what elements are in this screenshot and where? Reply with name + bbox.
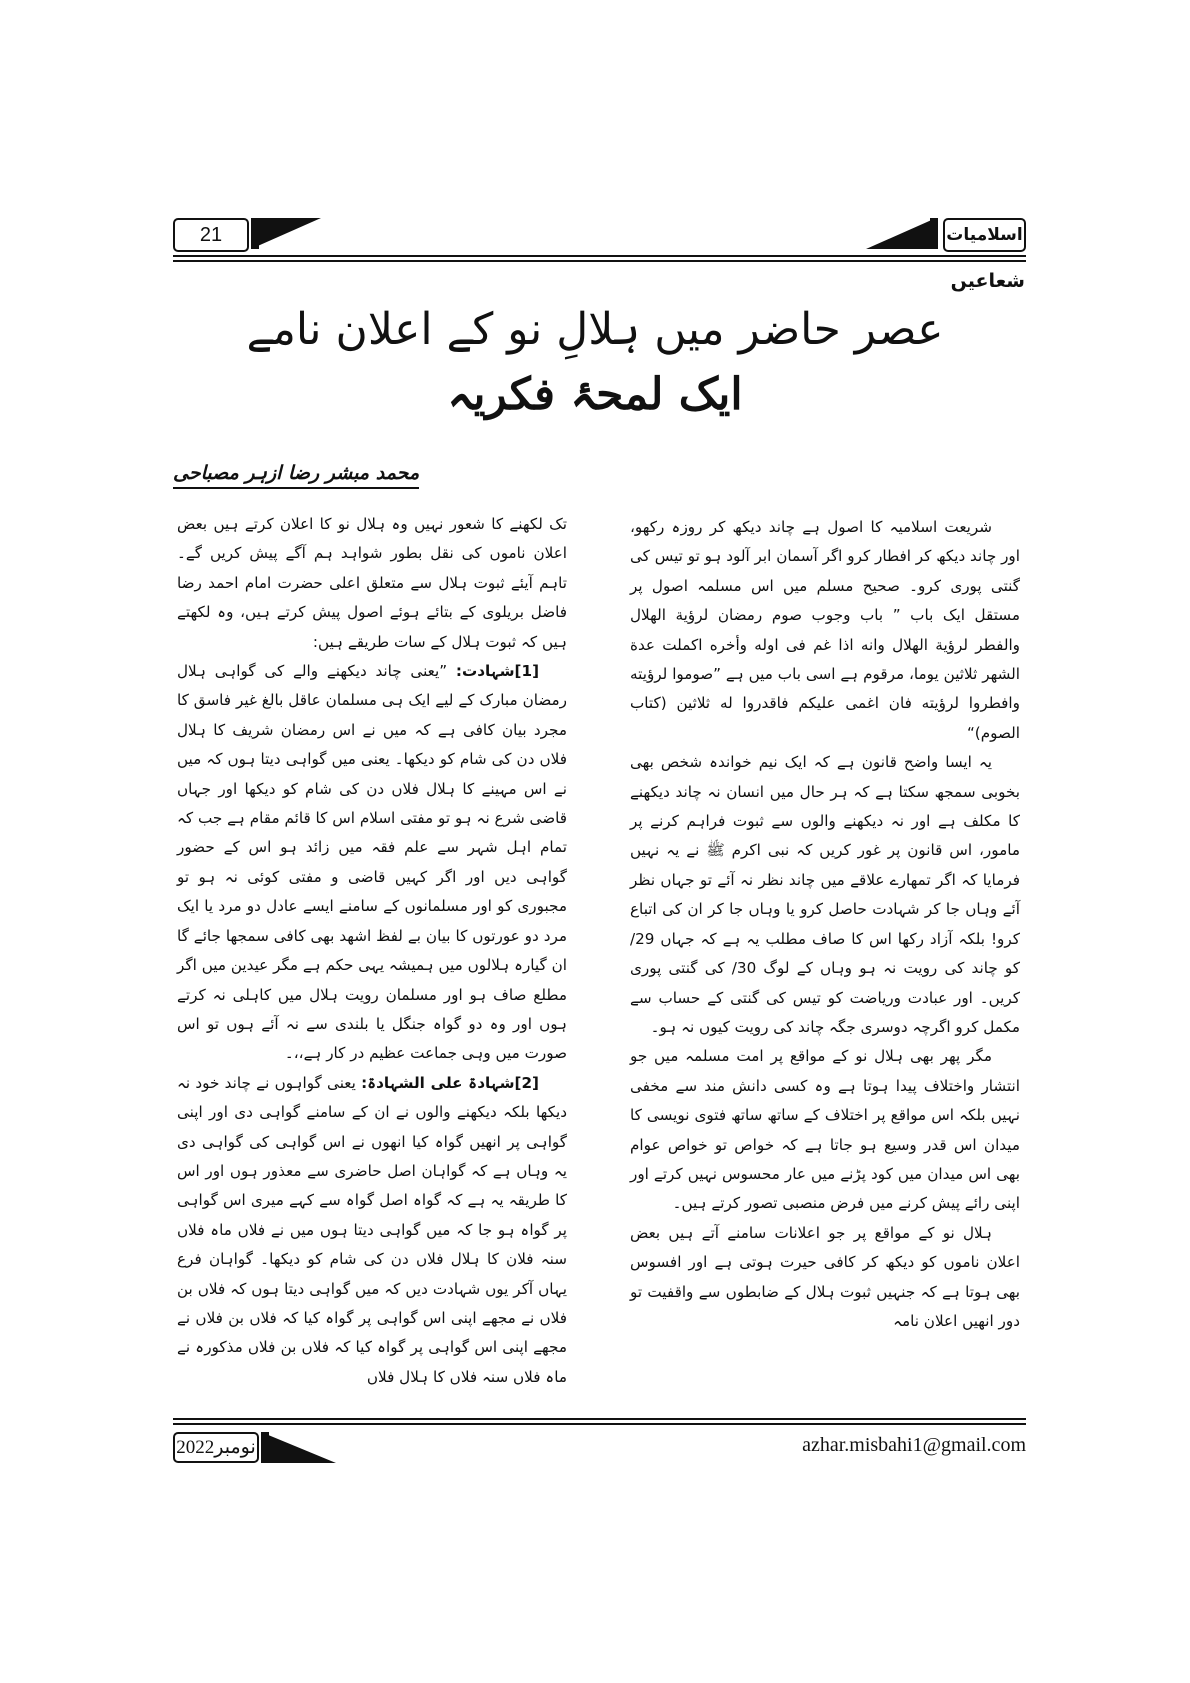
- page-number: 21: [173, 218, 249, 252]
- header-rule-top: [173, 255, 1026, 257]
- left-column: [177, 510, 567, 1392]
- header-wedge-left: [251, 218, 321, 249]
- item-text: یعنی گواہوں نے چاند خود نہ دیکھا بلکہ دیکھنے والوں نے ان کے سامنے گواہی دی اور اپنی گواہی پر انھیں گواہ کیا انھوں نے اس گواہی کی گواہی دی یہ وہاں ہے کہ گواہان اصل حاضری سے معذور ہوں اور اس کا طریقہ یہ ہے کہ گواہ اصل گواہ سے کہے میری اس گواہی پر گواہ ہو جا کہ میں گواہی دیتا ہوں میں نے فلاں ماہ فلاں سنہ فلان کا ہلال فلاں دن کی شام کو دیکھا۔ گواہان فرع یہاں آکر یوں شہادت دیں کہ میں گواہی دیتا ہوں کہ فلاں بن فلاں نے مجھے اپنی اس گواہی پر گواہ کیا کہ فلاں بن فلاں نے مجھے اپنی اس گواہی پر گواہ کیا کہ فلاں بن فلاں مذکورہ نے ماہ فلاں سنہ فلاں کا ہلال فلاں: [177, 1073, 567, 1386]
- paragraph: ہلال نو کے مواقع پر جو اعلانات سامنے آتے ہیں بعض اعلان ناموں کو دیکھ کر کافی حیرت ہوتی ہے اور افسوس بھی ہوتا ہے کہ جنہیں ثبوت ہلال کے ضابطوں سے واقفیت تو دور انھیں اعلان نامہ: [630, 1223, 1020, 1330]
- footer-rule-top: [173, 1418, 1026, 1420]
- header-wedge-right-bar: [930, 218, 938, 249]
- issue-date: نومبر2022: [173, 1432, 259, 1463]
- paragraph: یہ ایسا واضح قانون ہے کہ ایک نیم خواندہ شخص بھی بخوبی سمجھ سکتا ہے کہ ہر حال میں انسان نہ چاند دیکھنے کا مکلف ہے اور نہ دیکھنے والوں سے ثبوت فراہم کرنے پر مامور، اس قانون پر غور کریں کہ نبی اکرم ﷺ نے یہ نہیں فرمایا کہ اگر تمھارے علاقے میں چاند نظر نہ آئے تو جہاں نظر آئے وہاں جا کر شہادت حاصل کرو یا وہاں جا کر ان کی اتباع کرو! بلکہ آزاد رکھا اس کا صاف مطلب یہ ہے کہ جہاں 29/ کو چاند کی رویت نہ ہو وہاں کے لوگ 30/ کی گنتی پوری کریں۔ اور عبادت وریاضت کو تیس کی گنتی کے حساب سے مکمل کرو اگرچہ دوسری جگہ چاند کی رویت کیوں نہ ہو۔: [630, 753, 1020, 1036]
- item-heading: [2]شہادۃ علی الشہادۃ:: [361, 1073, 539, 1092]
- category-label: اسلامیات: [943, 218, 1026, 252]
- list-item-1: [177, 657, 567, 1069]
- author-email: azhar.misbahi1@gmail.com: [802, 1434, 1026, 1456]
- paragraph: تک لکھنے کا شعور نہیں وہ ہلال نو کا اعلان کرتے ہیں بعض اعلان ناموں کی نقل بطور شواہد ہم آگے پیش کریں گے۔ تاہم آیئے ثبوت ہلال سے متعلق اعلی حضرت امام احمد رضا فاضل بریلوی کے بتائے ہوئے اصول پیش کرتے ہیں، وہ لکھتے ہیں کہ ثبوت ہلال کے سات طریقے ہیں:: [177, 515, 567, 651]
- footer-wedge: [261, 1432, 336, 1463]
- right-column: [630, 513, 1020, 1336]
- article-subtitle: ایک لمحۂ فکریہ: [447, 369, 743, 420]
- article-title: عصر حاضر میں ہلالِ نو کے اعلان نامے: [246, 304, 944, 355]
- list-item-2: [177, 1069, 567, 1392]
- header-wedge-right: [866, 218, 936, 249]
- header-rule-bottom: [173, 260, 1026, 262]
- page-footer: [173, 1418, 1026, 1478]
- section-name: شعاعیں: [950, 270, 1025, 292]
- author-byline: محمد مبشر رضا ازہر مصباحی: [173, 462, 419, 489]
- item-text: ”یعنی چاند دیکھنے والے کی گواہی ہلال رمضان مبارک کے لیے ایک ہی مسلمان عاقل بالغ غیر فاسق کا مجرد بیان کافی ہے کہ میں نے اس رمضان شریف کا ہلال فلاں دن کی شام کو دیکھا۔ یعنی میں گواہی دیتا ہوں کہ میں نے اس مہینے کا ہلال فلاں دن کی شام کو دیکھا اور جہاں قاضی شرع نہ ہو تو مفتی اسلام اس کا قائم مقام ہے جب کہ تمام اہل شہر سے علم فقہ میں زائد ہو اس کے حضور گواہی دیں اور اگر کہیں قاضی و مفتی کوئی نہ ہو تو مجبوری کو اور مسلمانوں کے سامنے ایسے عادل دو مرد یا ایک مرد دو عورتوں کا بیان بے لفظ اشھد بھی کافی سمجھا جائے گا ان گیارہ ہلالوں میں ہمیشہ یہی حکم ہے مگر عیدین میں اگر مطلع صاف ہو اور مسلمان رویت ہلال میں کاہلی نہ کرتے ہوں اور وہ دو گواہ جنگل یا بلندی سے نہ آئے ہوں تو اس صورت میں وہی جماعت عظیم در کار ہے،،۔: [177, 662, 567, 1063]
- item-heading: [1]شہادت:: [455, 662, 540, 681]
- paragraph: شریعت اسلامیہ کا اصول ہے چاند دیکھ کر روزہ رکھو، اور چاند دیکھ کر افطار کرو اگر آسمان ابر آلود ہو تو تیس کی گنتی پوری کرو۔ صحیح مسلم میں اس مسلمہ اصول پر مستقل ایک باب ” باب وجوب صوم رمضان لرؤیة الھلال والفطر لرؤیة الھلال وانه اذا غم فی اوله وأخره اکملت عدة الشهر ثلاثین یوما، مرقوم ہے اسی باب میں ہے ”صوموا لرؤیته وافطروا لرؤیته فان اغمی علیکم فاقدروا له ثلاثین (کتاب الصوم)“: [630, 518, 1020, 742]
- footer-rule-bottom: [173, 1423, 1026, 1425]
- paragraph: مگر پھر بھی ہلال نو کے مواقع پر امت مسلمہ میں جو انتشار واختلاف پیدا ہوتا ہے وہ کسی دانش مند سے مخفی نہیں بلکہ اس مواقع پر اختلاف کے ساتھ ساتھ فتوی نویسی کا میدان اس قدر وسیع ہو جاتا ہے کہ خواص تو خواص عوام بھی اس میدان میں کود پڑنے میں عار محسوس نہیں کرتے اور اپنی رائے پیش کرنے میں فرض منصبی تصور کرتے ہیں۔: [630, 1047, 1020, 1213]
- page-header: [173, 218, 1026, 268]
